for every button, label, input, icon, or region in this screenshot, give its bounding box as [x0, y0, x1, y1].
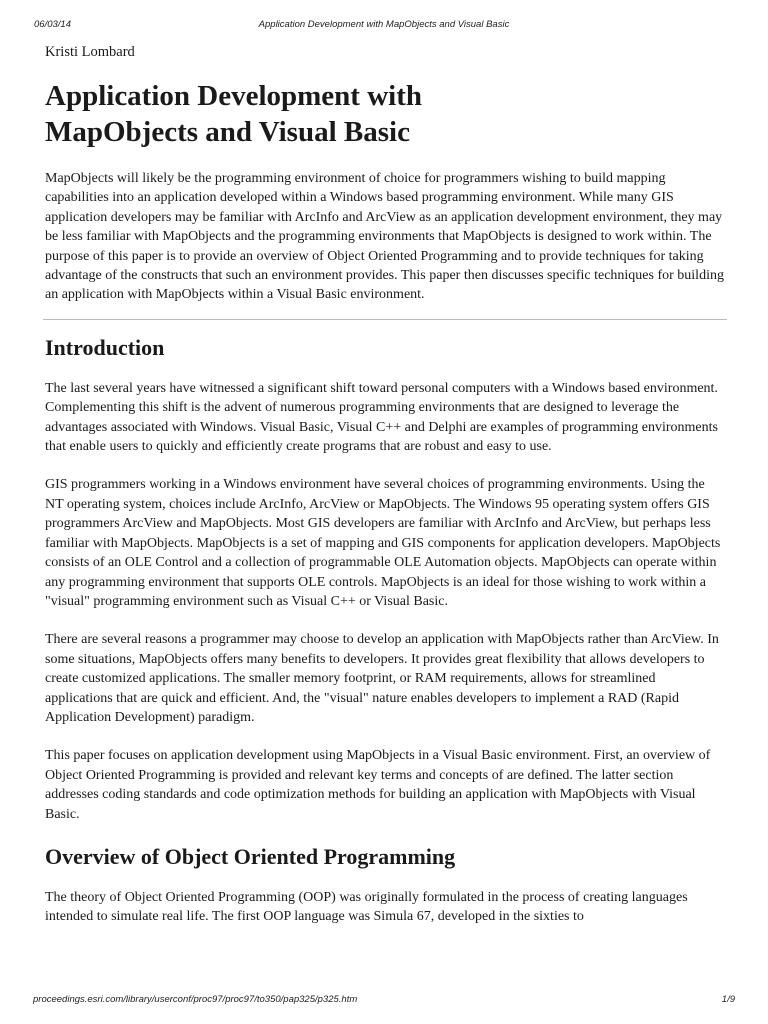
intro-paragraph-4: This paper focuses on application development using MapObjects in a Visual Basic environment. First, an overview of Object Oriented Programming is provided and relevant key terms and concepts of are defined. The latter section addresses coding standards and code optimization methods for building an application with MapObjects with Visual Basic.	[45, 748, 711, 822]
print-doc-title: Application Development with MapObjects and Visual Basic	[258, 19, 510, 30]
print-header	[0, 0, 768, 32]
section-heading-oop-overview: Overview of Object Oriented Programming	[45, 843, 456, 869]
intro-paragraph-3: There are several reasons a programmer may choose to develop an application with MapObjects rather than ArcView. In some situations, MapObjects offers many benefits to developers. It provides great flexibility that allows developers to create customized applications. The smaller memory footprint, or RAM requirements, allows for streamlined applications that are quick and efficient. And, the "visual" nature enables developers to implement a RAD (Rapid Application Development) paradigm.	[45, 632, 719, 725]
print-footer	[0, 990, 768, 1010]
source-url: proceedings.esri.com/library/userconf/proc97/proc97/to350/pap325/p325.htm	[33, 994, 358, 1005]
article-title	[45, 78, 725, 150]
oop-paragraph-1: The theory of Object Oriented Programming (OOP) was originally formulated in the process of creating languages intended to simulate real life. The first OOP language was Simula 67, developed in the sixties to	[45, 889, 688, 925]
article-title-line-1: Application Development with	[45, 80, 422, 112]
page-number: 1/9	[721, 994, 735, 1005]
print-date: 06/03/14	[34, 19, 71, 30]
horizontal-divider	[43, 319, 727, 320]
intro-paragraph-2: GIS programmers working in a Windows environment have several choices of programming environments. Using the NT operating system, choices include ArcInfo, ArcView or MapObjects. The Windows 95 operating system offers GIS programmers ArcView and MapObjects. Most GIS developers are familiar with ArcInfo and ArcView, but perhaps less familiar with MapObjects. MapObjects is a set of mapping and GIS components for application developers. MapObjects consists of an OLE Control and a collection of programmable OLE Automation objects. MapObjects can operate within any programming environment that supports OLE controls. MapObjects is an ideal for those wishing to work within a "visual" programming environment such as Visual C++ or Visual Basic.	[45, 477, 721, 609]
section-heading-introduction: Introduction	[45, 334, 165, 360]
article-title-line-2: MapObjects and Visual Basic	[45, 116, 410, 148]
article-content	[45, 42, 725, 946]
author-name: Kristi Lombard	[45, 44, 135, 60]
intro-paragraph-1: The last several years have witnessed a significant shift toward personal computers with a Windows based environment. Complementing this shift is the advent of numerous programming environments that are designed to leverage the advantages associated with Windows. Visual Basic, Visual C++ and Delphi are examples of programming environments that enable users to quickly and efficiently create programs that are robust and easy to use.	[45, 380, 718, 455]
abstract-paragraph: MapObjects will likely be the programming environment of choice for programmers wishing to build mapping capabilities into an application developed within a Windows based programming environment. While many GIS application developers may be familiar with ArcInfo and ArcView as an application development environment, they may be less familiar with MapObjects and the programming environments that MapObjects is designed to work within. The purpose of this paper is to provide an overview of Object Oriented Programming and to provide techniques for taking advantage of the constructs that such an environment provides. This paper then discusses specific techniques for building an application with MapObjects within a Visual Basic environment.	[45, 171, 724, 303]
